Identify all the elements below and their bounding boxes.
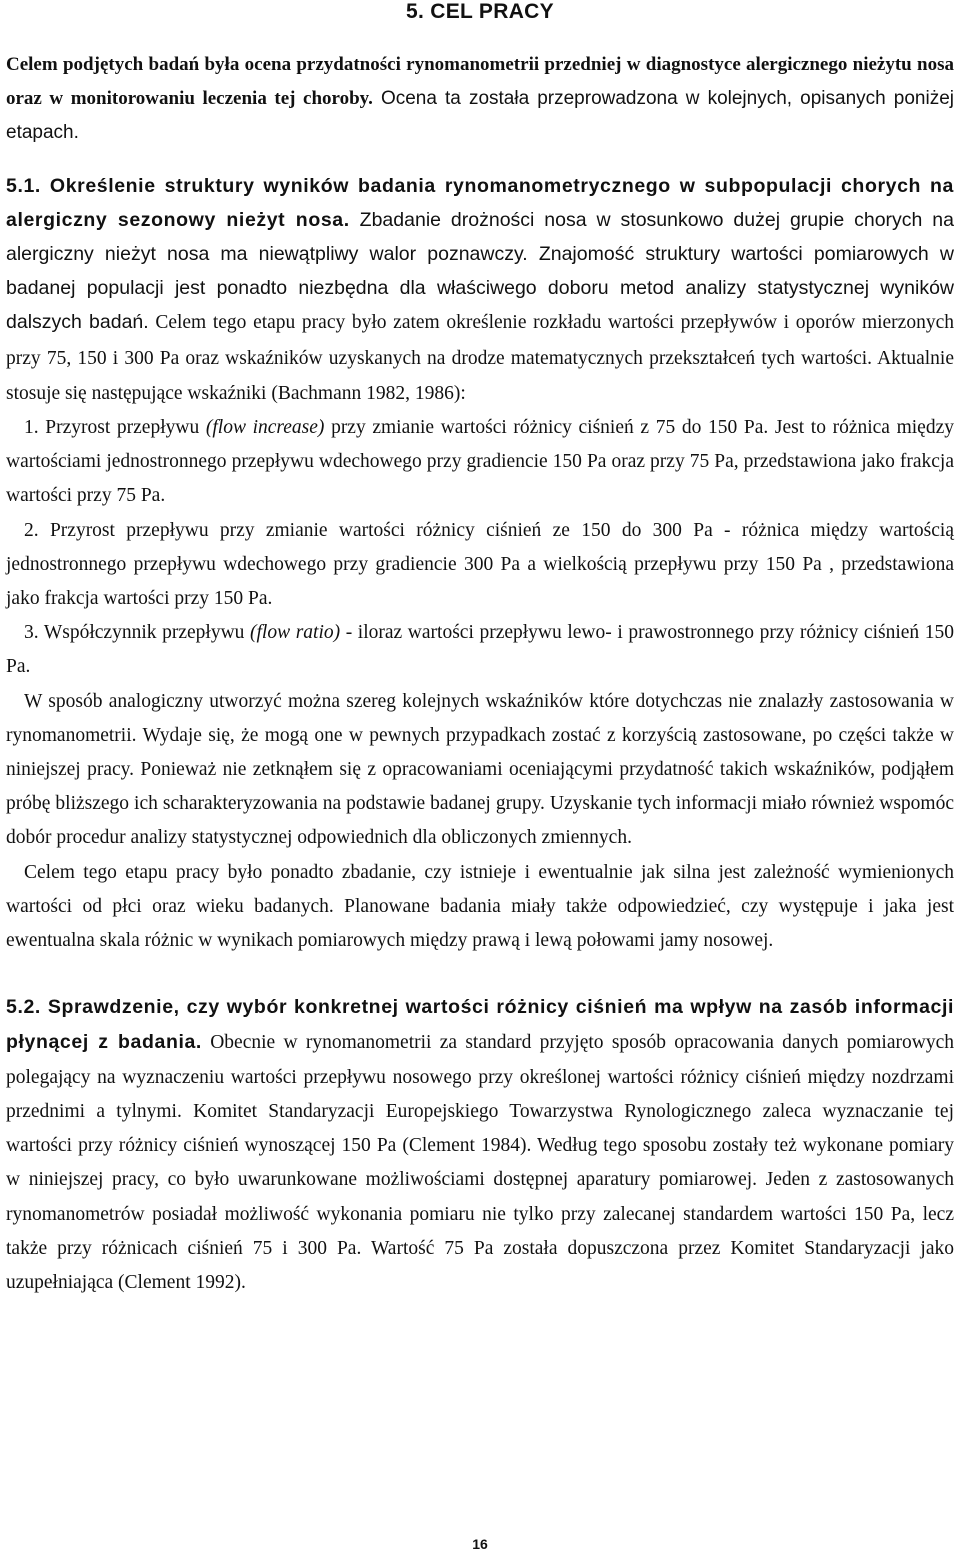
- list-item-1-end: przy zmianie wartości różnicy ciśnień z 75 do 150 Pa. Jest to różnica między wartościami jednostronnego przepływu wdechowego przy gradiencie 150 Pa oraz przy 75 Pa, przedstawiona jako frakcja wartości przy 75 Pa.: [6, 417, 954, 507]
- list-item-3-term: (flow ratio): [250, 622, 341, 644]
- section-5-2-number: 5.2.: [6, 996, 41, 1019]
- intro-paragraph: [6, 48, 954, 151]
- list-item-1-start: 1. Przyrost przepływu: [24, 417, 206, 439]
- chapter-title: 5. CEL PRACY: [406, 0, 554, 23]
- section-5-1-heading: Określenie struktury wyników badania rynomanometrycznego w subpopulacji chorych na alergiczny sezonowy nieżyt nosa.: [6, 174, 954, 231]
- section-5-1-body: Zbadanie drożności nosa w stosunkowo dużej grupie chorych na alergiczny nieżyt nosa ma niewątpliwy walor poznawczy. Znajomość struktury wartości pomiarowych w badanej populacji jest ponadto niezbędna dla właściwego doboru metod analizy statystycznej wyników dalszych badań.: [6, 208, 954, 334]
- section-5-2-heading: Sprawdzenie, czy wybór konkretnej wartości różnicy ciśnień ma wpływ na zasób informacji płynącej z badania.: [6, 996, 954, 1054]
- section-5-1-body-continued: Celem tego etapu pracy było zatem określenie rozkładu wartości przepływów i oporów mierzonych przy 75, 150 i 300 Pa oraz wskaźników uzyskanych na drodze matematycznych przekształceń tych wartości. Aktualnie stosuje się następujące wskaźniki (Bachmann 1982, 1986):: [6, 312, 954, 404]
- section-5-1: [6, 169, 954, 411]
- section-5-2-body: Obecnie w rynomanometrii za standard przyjęto sposób opracowania danych pomiarowych polegający na wyznaczeniu wartości przepływu nosowego przy określonej wartości różnicy ciśnień między nozdrzami przednimi a tylnymi. Komitet Standaryzacji Europejskiego Towarzystwa Rynologicznego zaleca wyznaczanie tej wartości przy różnicy ciśnień wynoszącej 150 Pa (Clement 1984). Według tego sposobu zostały też wykonane pomiary w niniejszej pracy, co było uwarunkowane możliwościami dostępnej aparatury pomiarowej. Jeden z zastosowanych rynomanometrów posiadał możliwość wykonania pomiaru nie tylko przy zalecanej standardem wartości 150 Pa, lecz także przy różnicach ciśnień 75 i 300 Pa. Wartość 75 Pa została dopuszczona przez Komitet Standaryzacji jako uzupełniająca (Clement 1992).: [6, 1032, 954, 1293]
- list-item-1: [6, 411, 954, 514]
- intro-bold-text: Celem podjętych badań była ocena przydatności rynomanometrii przedniej w diagnostyce alergicznego nieżytu nosa oraz w monitorowaniu leczenia tej choroby.: [6, 54, 954, 110]
- section-5-2: [6, 990, 954, 1300]
- list-item-3: [6, 616, 954, 684]
- list-item-3-end: - iloraz wartości przepływu lewo- i prawostronnego przy różnicy ciśnień 150 Pa.: [6, 622, 954, 678]
- list-item-3-start: 3. Współczynnik przepływu: [24, 622, 251, 644]
- paragraph-analogous-indices: W sposób analogiczny utworzyć można szereg kolejnych wskaźników które dotychczas nie znalazły zastosowania w rynomanometrii. Wydaje się, że mogą one w pewnych przypadkach zostać z korzyścią zastosowane, po części także w niniejszej pracy. Ponieważ nie zetknąłem się z opracowaniami oceniającymi przydatność takich wskaźników, podjąłem próbę bliższego ich scharakteryzowania na podstawie badanej grupy. Uzyskanie tych informacji miało również wspomóc dobór procedur analizy statystycznej odpowiednich dla obliczonych zmiennych.: [6, 690, 954, 849]
- section-5-1-number: 5.1.: [6, 174, 41, 197]
- page-number: 16: [472, 1536, 488, 1552]
- list-item-1-term: (flow increase): [205, 417, 325, 439]
- list-item-2: 2. Przyrost przepływu przy zmianie wartości różnicy ciśnień ze 150 do 300 Pa - różnica między wartością jednostronnego przepływu wdechowego przy gradiencie 300 Pa a wielkością przepływu przy 150 Pa , przedstawiona jako frakcja wartości przy 150 Pa.: [6, 519, 954, 610]
- intro-text: Ocena ta została przeprowadzona w kolejnych, opisanych poniżej etapach.: [6, 88, 954, 144]
- paragraph-goal: Celem tego etapu pracy było ponadto zbadanie, czy istnieje i ewentualnie jak silna jest zależność wymienionych wartości od płci oraz wieku badanych. Planowane badania miały także odpowiedzieć, czy występuje i jaka jest ewentualna skala różnic w wynikach pomiarowych między prawą i lewą połowami jamy nosowej.: [6, 861, 954, 952]
